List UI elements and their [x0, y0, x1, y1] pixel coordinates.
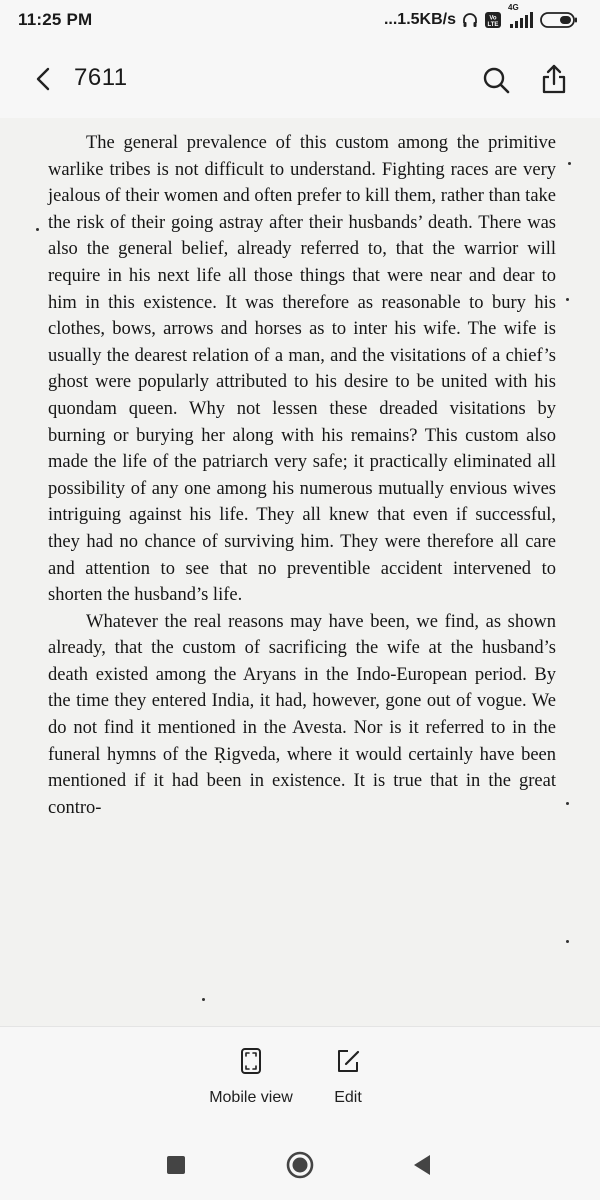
back-button[interactable]	[28, 62, 58, 96]
svg-text:Vo: Vo	[489, 15, 497, 22]
recents-button[interactable]	[161, 1150, 191, 1180]
document-title: 7611	[74, 64, 128, 91]
network-type: 4G	[508, 3, 519, 12]
share-icon	[540, 63, 568, 95]
mobile-view-icon	[239, 1047, 263, 1075]
recents-icon	[165, 1154, 187, 1176]
battery-icon	[540, 11, 578, 29]
back-nav-button[interactable]	[407, 1150, 437, 1180]
document-page[interactable]	[0, 118, 600, 1026]
edit-label: Edit	[334, 1089, 362, 1106]
network-speed: ...1.5KB/s	[383, 11, 456, 28]
share-button[interactable]	[536, 60, 572, 98]
app-bar	[0, 48, 600, 110]
search-button[interactable]	[478, 62, 514, 98]
edit-button[interactable]	[318, 1047, 378, 1107]
mobile-view-button[interactable]	[200, 1047, 302, 1107]
back-icon	[411, 1153, 433, 1177]
document-text	[48, 130, 556, 821]
headphones-icon	[462, 12, 478, 28]
bottom-action-bar	[0, 1026, 600, 1126]
scan-speck	[566, 802, 569, 805]
back-arrow-icon	[34, 66, 52, 92]
mobile-view-label: Mobile view	[209, 1089, 293, 1106]
system-navigation-bar	[0, 1126, 600, 1200]
scan-speck	[566, 298, 569, 301]
document-paragraph-1: The general prevalence of this custom among the primitive warlike tribes is not difficult to understand. Fighting races are very jealous of their women and often prefer to kill them, rather than take the risk of their going astray after their husbands’ death. There was also the general belief, already referred to, that the warrior will require in his next life all those things that were near and dear to him in this existence. It was therefore as reasonable to bury his clothes, bows, arrows and horses as to inter his wife. The wife is usually the dearest relation of a man, and the visitations of a chief’s ghost were popularly attributed to his desire to be united with his quondam queen. Why not lessen these dreaded visitations by burning or burying her along with his remains? This custom also made the life of the patriarch very safe; it practically eliminated all possibility of any one among his numerous mutually envious wives intriguing against his life. They all knew that even if successful, they had no chance of surviving him. They were therefore all care and attention to see that no preventible accident intervened to shorten the husband’s life.	[48, 133, 556, 606]
scan-speck	[202, 998, 205, 1001]
home-icon	[285, 1150, 315, 1180]
edit-icon	[335, 1047, 361, 1075]
search-icon	[481, 65, 511, 95]
signal-icon	[508, 3, 534, 28]
status-right	[383, 3, 578, 29]
status-bar	[0, 0, 600, 40]
scan-speck	[566, 940, 569, 943]
scan-speck	[568, 162, 571, 165]
volte-icon	[484, 11, 502, 29]
document-paragraph-2: Whatever the real reasons may have been, we find, as shown already, that the custom of sacrificing the wife at the husband’s death existed among the Aryans in the Indo-European period. By the time they entered India, it had, however, gone out of vogue. We do not find it mentioned in the Avesta. Nor is it referred to in the funeral hymns of the Ṛigveda, where it would certainly have been mentioned if it had been in existence. It is true that in the great contro-	[48, 611, 556, 818]
status-time: 11:25 PM	[18, 10, 93, 29]
scan-speck	[36, 228, 39, 231]
svg-text:LTE: LTE	[487, 22, 499, 28]
home-button[interactable]	[285, 1150, 315, 1180]
